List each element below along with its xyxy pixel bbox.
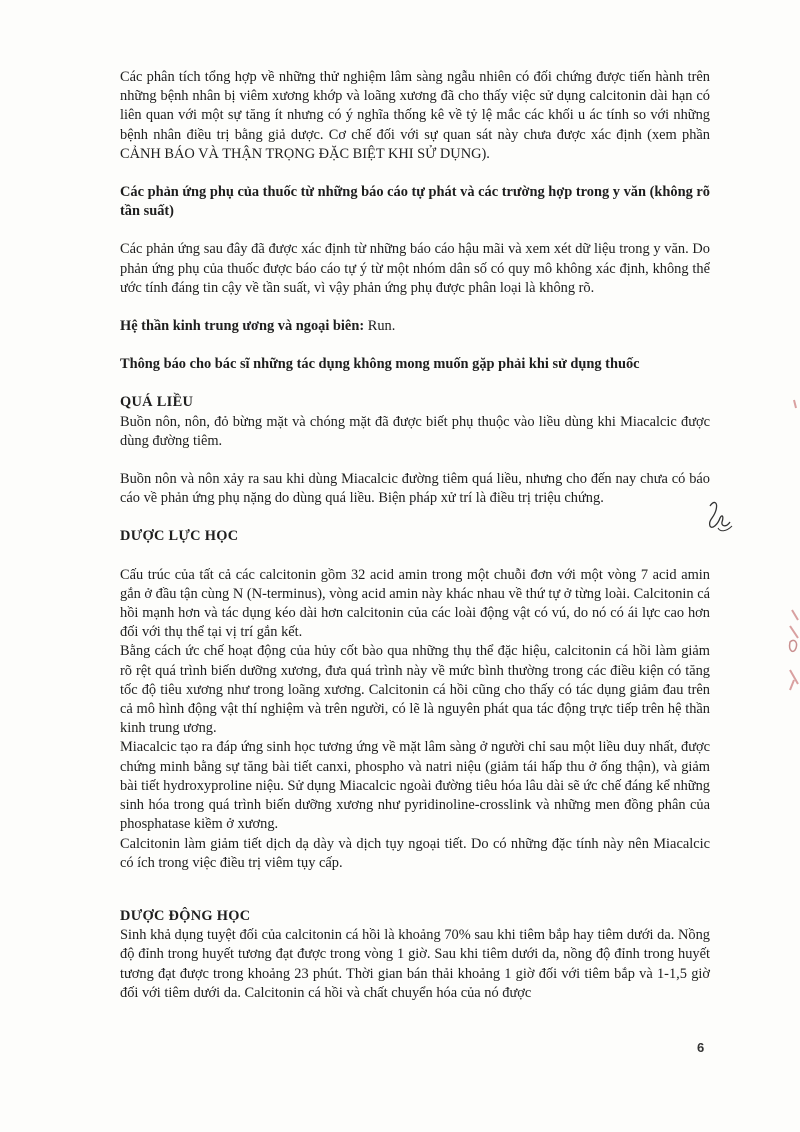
- signature-mark: [704, 496, 738, 536]
- adverse-reactions-paragraph: Các phản ứng sau đây đã được xác định từ những báo cáo hậu mãi và xem xét dữ liệu trong y văn. Do phản ứng phụ của thuốc được báo cáo tự ý từ một nhóm dân số có quy mô không xác định, không thể ước tính đáng tin cậy về tần suất, vì vậy phản ứng phụ được phân loại là không rõ.: [120, 241, 710, 296]
- pharmacodynamics-paragraph-2: Bằng cách ức chế hoạt động của hủy cốt bào qua những thụ thể đặc hiệu, calcitonin cá hồi làm giảm rõ rệt quá trình biến dưỡng xương, đưa quá trình này về mức bình thường trong các điều kiện có tăng tốc độ tiêu xương như trong loãng xương. Calcitonin cá hồi cũng cho thấy có tác dụng giảm đau trên cả mô hình động vật thí nghiệm và trên người, có lẽ là nguyên phát qua tác động trực tiếp trên hệ thần kinh trung ương.: [120, 643, 710, 737]
- nervous-system-line: [120, 317, 710, 336]
- overdose-paragraph-1: Buồn nôn, nôn, đỏ bừng mặt và chóng mặt đã được biết phụ thuộc vào liều dùng khi Miacalcic được dùng đường tiêm.: [120, 413, 710, 449]
- adverse-reactions-heading: Các phản ứng phụ của thuốc từ những báo cáo tự phát và các trường hợp trong y văn (không rõ tần suất): [120, 184, 710, 220]
- page-number: 6: [697, 1040, 705, 1055]
- pharmacokinetics-paragraph-1: Sinh khả dụng tuyệt đối của calcitonin cá hồi là khoảng 70% sau khi tiêm bắp hay tiêm dưới da. Nồng độ đỉnh trong huyết tương đạt được trong vòng 1 giờ. Sau khi tiêm dưới da, nồng độ đỉnh trong huyết tương đạt được trong khoảng 23 phút. Thời gian bán thải khoảng 1 giờ đối với tiêm bắp và 1-1,5 giờ đối với tiêm dưới da. Calcitonin cá hồi và chất chuyển hóa của nó được: [120, 927, 710, 1001]
- document-body: [120, 68, 710, 1003]
- pharmacodynamics-paragraph-1: Cấu trúc của tất cả các calcitonin gồm 32 acid amin trong một chuỗi đơn với một vòng 7 acid amin gắn ở đầu tận cùng N (N-terminus), vòng acid amin này khác nhau về thứ tự ở từng loài. Calcitonin cá hồi mạnh hơn và tác dụng kéo dài hơn calcitonin của các loài động vật có vú, do nó có ái lực cao hơn đối với thụ thể tại vị trí gắn kết.: [120, 566, 710, 641]
- pharmacokinetics-heading: DƯỢC ĐỘNG HỌC: [120, 907, 251, 924]
- pharmacodynamics-paragraph-4: Calcitonin làm giảm tiết dịch dạ dày và dịch tụy ngoại tiết. Do có những đặc tính này nên Miacalcic có ích trong việc điều trị viêm tụy cấp.: [120, 835, 710, 871]
- nervous-system-value: Run.: [364, 318, 396, 335]
- intro-paragraph: Các phân tích tổng hợp về những thử nghiệm lâm sàng ngẫu nhiên có đối chứng được tiến hành trên những bệnh nhân bị viêm xương khớp và loãng xương đã cho thấy việc sử dụng calcitonin dài hạn có liên quan với một sự tăng ít nhưng có ý nghĩa thống kê về tỷ lệ mắc các khối u ác tính so với những bệnh nhân điều trị bằng giả dược. Cơ chế đối với sự quan sát này chưa được xác định (xem phần CẢNH BÁO VÀ THẬN TRỌNG ĐẶC BIỆT KHI SỬ DỤNG).: [120, 69, 710, 162]
- edge-stamp-marks: [780, 380, 800, 720]
- pharmacodynamics-heading: DƯỢC LỰC HỌC: [120, 528, 239, 545]
- pharmacodynamics-paragraph-3: Miacalcic tạo ra đáp ứng sinh học tương ứng về mặt lâm sàng ở người chỉ sau một liều duy nhất, được chứng minh bằng sự tăng bài tiết canxi, phospho và natri niệu (giảm tái hấp thu ở ống thận), và giảm bài tiết hydroxyproline niệu. Sử dụng Miacalcic ngoài đường tiêu hóa lâu dài sẽ ức chế đáng kể những sinh hóa trong quá trình biến dưỡng xương như pyridinoline-crosslink và những men đồng phân của phosphatase kiềm ở xương.: [120, 739, 710, 833]
- overdose-paragraph-2: Buồn nôn và nôn xảy ra sau khi dùng Miacalcic đường tiêm quá liều, nhưng cho đến nay chưa có báo cáo về phản ứng phụ nặng do dùng quá liều. Biện pháp xử trí là điều trị triệu chứng.: [120, 471, 710, 507]
- overdose-heading: QUÁ LIỀU: [120, 394, 194, 411]
- nervous-system-label: Hệ thần kinh trung ương và ngoại biên:: [120, 318, 365, 335]
- notify-doctor-line: Thông báo cho bác sĩ những tác dụng không mong muốn gặp phải khi sử dụng thuốc: [120, 356, 640, 373]
